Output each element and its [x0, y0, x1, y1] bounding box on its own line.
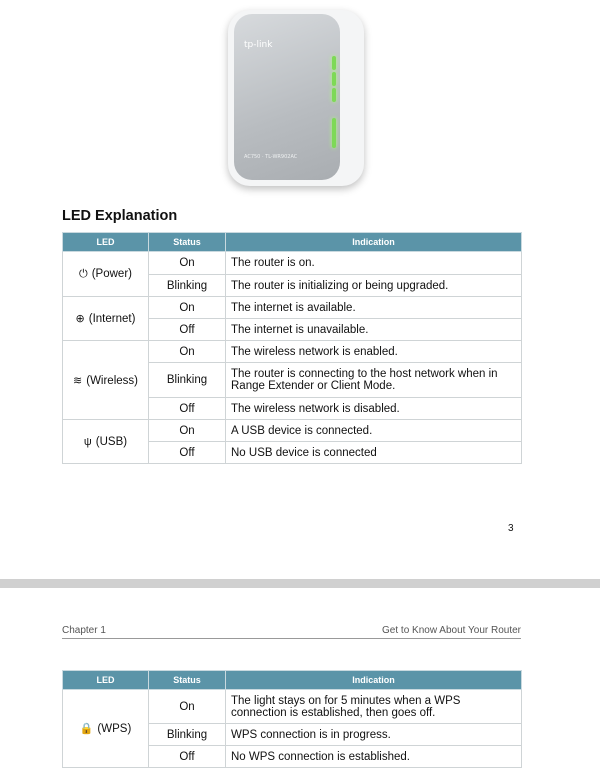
led-label: (Wireless)	[86, 374, 138, 387]
indication-cell: The wireless network is disabled.	[226, 398, 522, 420]
led-cell-power	[63, 252, 149, 297]
led-light-wireless	[332, 88, 336, 102]
indication-cell: The wireless network is enabled.	[226, 341, 522, 363]
page-number: 3	[508, 523, 514, 534]
header-status: Status	[149, 233, 226, 252]
indication-cell: The internet is available.	[226, 297, 522, 319]
led-light-wps	[332, 118, 336, 148]
table-row	[63, 420, 522, 442]
led-light-power	[332, 56, 336, 70]
led-light-internet	[332, 72, 336, 86]
status-cell: On	[149, 420, 226, 442]
status-cell: On	[149, 297, 226, 319]
led-label: (WPS)	[97, 723, 132, 735]
header-indication: Indication	[226, 671, 522, 690]
indication-cell: The router is initializing or being upgraded.	[226, 275, 522, 297]
led-cell-internet	[63, 297, 149, 341]
router-body	[228, 10, 364, 186]
table-row	[63, 690, 522, 724]
wps-table	[62, 670, 522, 768]
indication-cell: A USB device is connected.	[226, 420, 522, 442]
led-cell-usb	[63, 420, 149, 464]
internet-icon: ⊕	[75, 313, 85, 325]
indication-cell: The internet is unavailable.	[226, 319, 522, 341]
table-row	[63, 252, 522, 275]
lock-icon: 🔒	[79, 723, 94, 735]
router-face	[234, 14, 340, 180]
router-image	[222, 8, 372, 192]
led-cell-wireless	[63, 341, 149, 420]
wireless-icon: ≋	[73, 374, 83, 387]
status-cell: Off	[149, 398, 226, 420]
status-cell: Blinking	[149, 724, 226, 746]
page-separator	[0, 579, 600, 588]
router-model-label: AC750 · TL-WR902AC	[244, 154, 298, 160]
header-rule	[62, 638, 521, 639]
led-table	[62, 232, 522, 464]
status-cell: Blinking	[149, 363, 226, 398]
chapter-title: Get to Know About Your Router	[382, 625, 521, 636]
indication-cell: The router is connecting to the host network when in Range Extender or Client Mode.	[226, 363, 522, 398]
power-icon: ⏻	[79, 267, 88, 280]
status-cell: Off	[149, 746, 226, 768]
section-title: LED Explanation	[62, 208, 178, 224]
led-label: (Power)	[91, 267, 132, 280]
status-cell: On	[149, 341, 226, 363]
indication-cell: No WPS connection is established.	[226, 746, 522, 768]
indication-cell: The light stays on for 5 minutes when a WPS connection is established, then goes off.	[226, 690, 522, 724]
header-indication: Indication	[226, 233, 522, 252]
status-cell: On	[149, 252, 226, 275]
router-logo: tp-link	[244, 40, 273, 50]
header-status: Status	[149, 671, 226, 690]
header-led: LED	[63, 671, 149, 690]
led-label: (Internet)	[88, 313, 136, 325]
indication-cell: No USB device is connected	[226, 442, 522, 464]
indication-cell: The router is on.	[226, 252, 522, 275]
table-row	[63, 341, 522, 363]
status-cell: Blinking	[149, 275, 226, 297]
status-cell: Off	[149, 319, 226, 341]
header-led: LED	[63, 233, 149, 252]
indication-cell: WPS connection is in progress.	[226, 724, 522, 746]
status-cell: On	[149, 690, 226, 724]
usb-icon: ψ	[83, 435, 92, 448]
led-cell-wps	[63, 690, 149, 768]
table-header-row	[63, 233, 522, 252]
table-header-row	[63, 671, 522, 690]
status-cell: Off	[149, 442, 226, 464]
chapter-label: Chapter 1	[62, 625, 106, 636]
led-label: (USB)	[95, 435, 128, 448]
table-row	[63, 297, 522, 319]
